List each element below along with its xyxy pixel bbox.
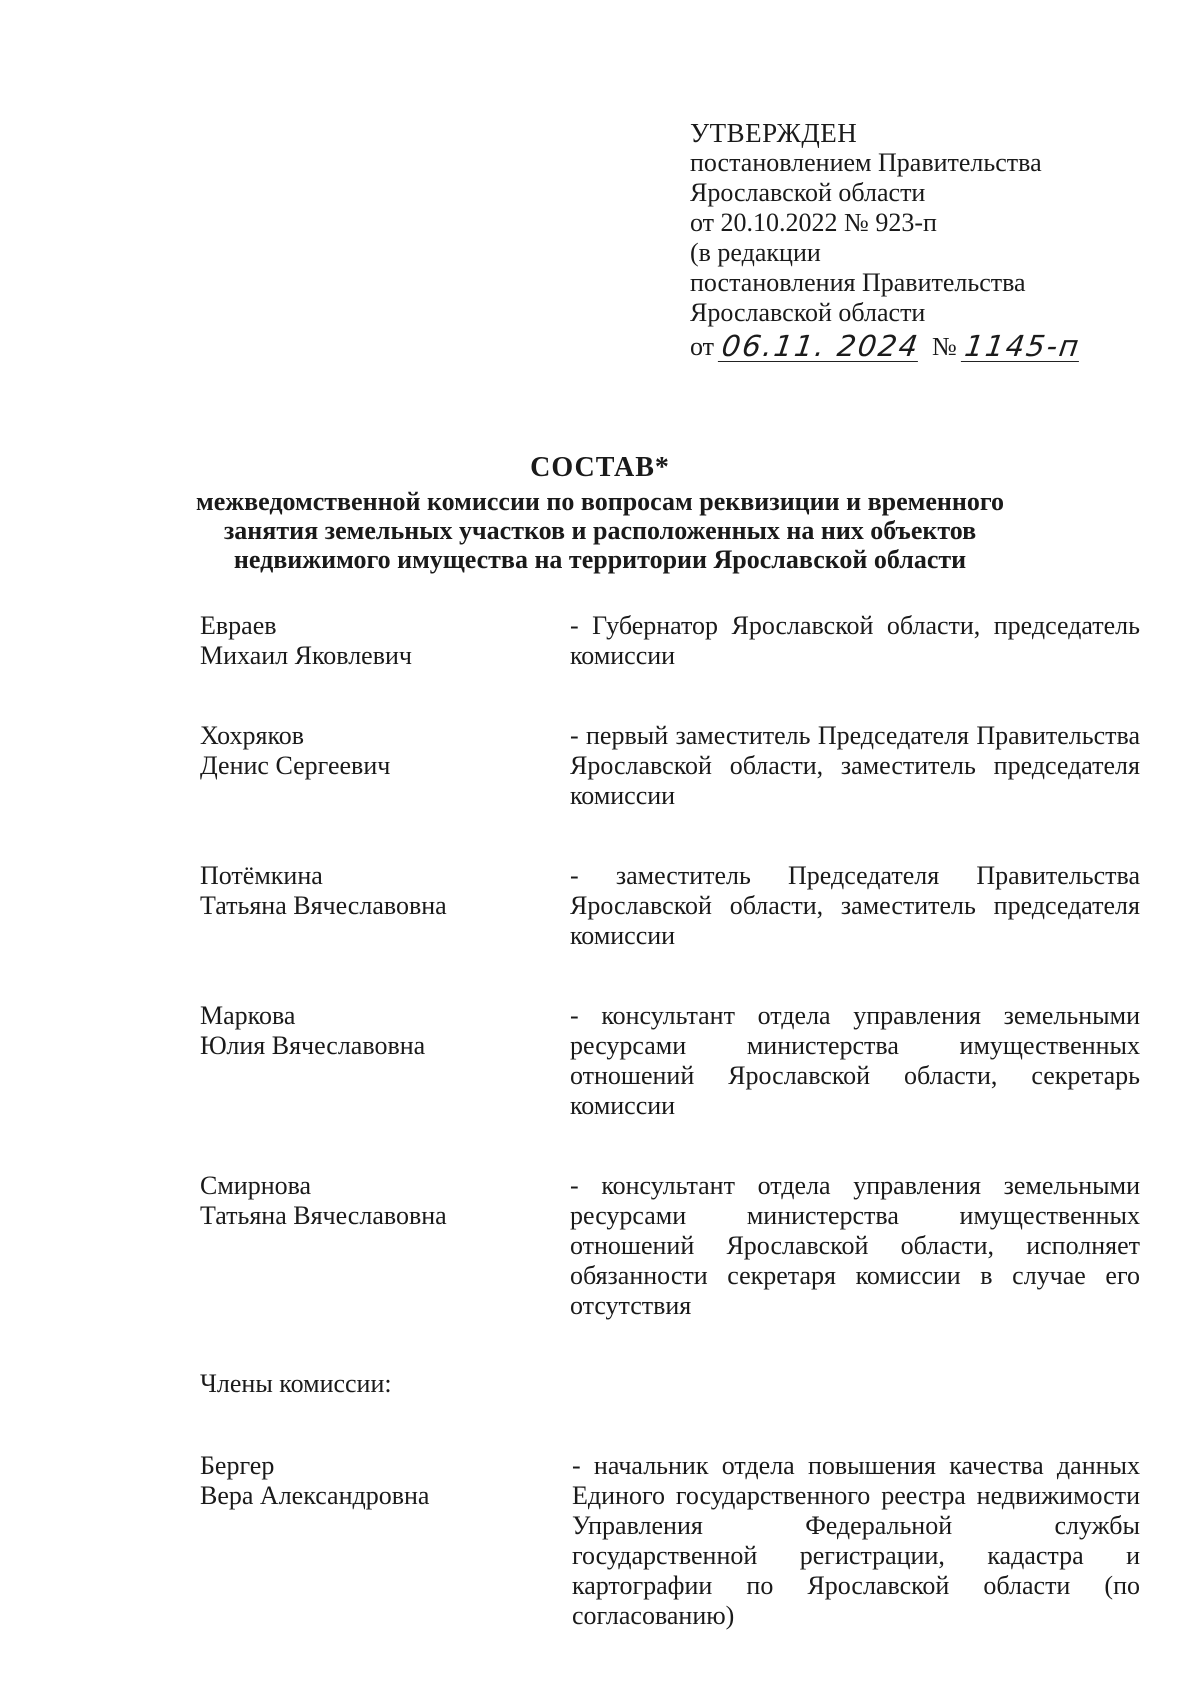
member-row xyxy=(200,1001,1140,1121)
member-surname: Смирнова xyxy=(200,1171,312,1200)
document-title: СОСТАВ* xyxy=(530,452,670,483)
member-surname: Маркова xyxy=(200,1001,296,1030)
member-row xyxy=(200,611,1140,671)
member-name xyxy=(200,1001,570,1061)
member-role: - консультант отдела управления земельными ресурсами министерства имущественных отношений Ярославской области, исполняет обязанности секретаря комиссии в случае его отсутствия xyxy=(570,1171,1140,1320)
member-given-name: Татьяна Вячеславовна xyxy=(200,1201,447,1230)
member-role: - первый заместитель Председателя Правительства Ярославской области, заместитель председателя комиссии xyxy=(570,721,1140,810)
member-given-name: Михаил Яковлевич xyxy=(200,641,412,670)
approval-line-5: постановления Правительства xyxy=(690,268,1026,297)
approval-line-3: от 20.10.2022 № 923-п xyxy=(690,208,937,237)
handwritten-number: 1145-п xyxy=(962,329,1083,363)
member-role: - заместитель Председателя Правительства Ярославской области, заместитель председателя комиссии xyxy=(570,861,1140,950)
member-given-name: Юлия Вячеславовна xyxy=(200,1031,426,1060)
member-row xyxy=(200,1451,1140,1631)
member-name xyxy=(200,861,570,921)
member-role: - начальник отдела повышения качества данных Единого государственного реестра недвижимости Управления Федеральной службы государственной регистрации, кадастра и картографии по Ярославской области (по согласованию) xyxy=(572,1451,1140,1630)
member-name xyxy=(200,1451,572,1511)
member-role: - Губернатор Ярославской области, председатель комиссии xyxy=(570,611,1140,670)
number-sign: № xyxy=(932,332,957,361)
approval-line-1: постановлением Правительства xyxy=(690,148,1042,177)
document-heading xyxy=(0,449,1200,574)
member-surname: Евраев xyxy=(200,611,277,640)
member-name xyxy=(200,1171,570,1231)
member-row xyxy=(200,721,1140,811)
approval-sign-line xyxy=(690,328,1150,362)
members-list xyxy=(200,611,1140,1631)
approval-line-2: Ярославской области xyxy=(690,178,926,207)
members-section-label: Члены комиссии: xyxy=(200,1369,392,1398)
member-role: - консультант отдела управления земельными ресурсами министерства имущественных отношений Ярославской области, секретарь комиссии xyxy=(570,1001,1140,1120)
handwritten-date: 06.11. 2024 xyxy=(719,329,922,363)
member-name xyxy=(200,611,570,671)
member-given-name: Татьяна Вячеславовна xyxy=(200,891,447,920)
approval-line-4: (в редакции xyxy=(690,238,821,267)
document-subtitle: межведомственной комиссии по вопросам реквизиции и временного занятия земельных участков и расположенных на них объектов недвижимого имущества на территории Ярославской области xyxy=(195,487,1005,574)
member-row xyxy=(200,861,1140,951)
member-surname: Хохряков xyxy=(200,721,305,750)
approval-line-6: Ярославской области xyxy=(690,298,926,327)
sign-prefix: от xyxy=(690,332,715,361)
approval-title: УТВЕРЖДЕН xyxy=(690,118,858,148)
member-given-name: Денис Сергеевич xyxy=(200,751,391,780)
member-surname: Бергер xyxy=(200,1451,275,1480)
member-given-name: Вера Александровна xyxy=(200,1481,430,1510)
member-row xyxy=(200,1171,1140,1321)
member-surname: Потёмкина xyxy=(200,861,323,890)
approval-block xyxy=(690,118,1150,362)
member-name xyxy=(200,721,570,781)
